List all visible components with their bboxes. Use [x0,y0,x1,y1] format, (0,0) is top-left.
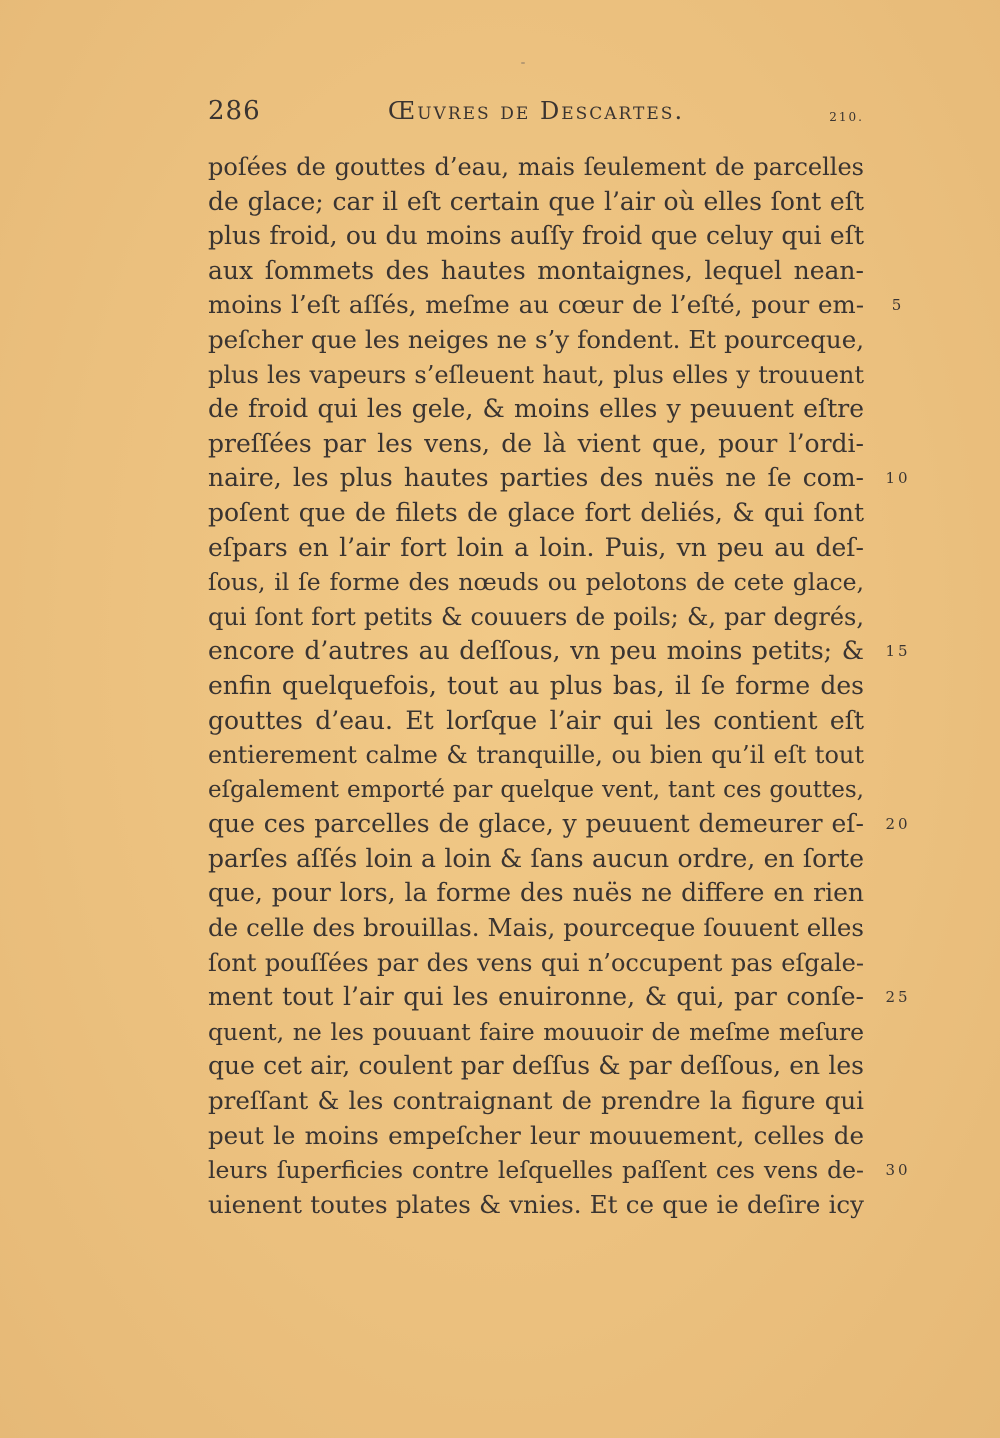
text-line: qui ſont fort petits & couuers de poils; &, par degrés, [208,602,864,631]
text-line: enfin quelquefois, tout au plus bas, il ſe forme des [208,670,864,700]
text-line: quent, ne les pouuant faire mouuoir de meſme meſure [208,1017,864,1046]
text-line: poſées de gouttes d’eau, mais ſeulement de parcelles [208,153,864,181]
text-line: naire, les plus hautes parties des nuës ne ſe com- [208,463,864,493]
page-header [208,96,864,136]
text-line: ment tout l’air qui les enuironne, & qui, par conſe- [208,982,864,1012]
body-text [208,150,864,1222]
text-line: que ces parcelles de glace, y peuuent demeurer eſ- [208,809,864,839]
line-number-20: 20 [885,815,911,834]
text-line: ſous, il ſe forme des nœuds ou pelotons de cete glace, [208,568,864,597]
text-line: leurs ſuperficies contre leſquelles paſſent ces vens de- [208,1156,864,1185]
text-line: uienent toutes plates & vnies. Et ce que ie deſire icy [208,1189,864,1219]
text-line: parſes aſſés loin a loin & ſans aucun ordre, en ſorte [208,843,864,873]
text-line: que, pour lors, la forme des nuës ne differe en rien [208,878,864,908]
text-line: peut le moins empeſcher leur mouuement, celles de [208,1120,864,1150]
text-line: preſſées par les vens, de là vient que, pour l’ordi- [208,428,864,458]
text-line: plus froid, ou du moins auſſy froid que celuy qui eſt [208,221,864,251]
running-title: Œuvres de Descartes. [387,97,685,125]
line-number-5: 5 [891,296,905,315]
text-line: encore d’autres au deſſous, vn peu moins petits; & [208,636,864,666]
text-line: moins l’eſt aſſés, meſme au cœur de l’eſté, pour em- [208,290,864,320]
text-line: ſont pouſſées par des vens qui n’occupent pas eſgale- [208,948,864,977]
text-line: eſgalement emporté par quelque vent, tant ces gouttes, [208,776,864,803]
paper-speck [521,62,525,64]
text-line: preſſant & les contraignant de prendre la figure qui [208,1086,864,1116]
text-line: de froid qui les gele, & moins elles y peuuent eſtre [208,394,864,424]
text-line: aux ſommets des hautes montaignes, lequel nean- [208,255,864,285]
page-number: 286 [208,96,261,126]
line-number-10: 10 [885,469,911,488]
reference-number: 210. [829,110,864,124]
line-number-15: 15 [885,642,911,661]
line-number-30: 30 [885,1161,911,1180]
line-number-25: 25 [885,988,911,1007]
text-line: peſcher que les neiges ne s’y fondent. Et pourceque, [208,324,864,354]
text-line: de celle des brouillas. Mais, pourceque ſouuent elles [208,913,864,943]
text-line: que cet air, coulent par deſſus & par deſſous, en les [208,1051,864,1081]
text-line: entierement calme & tranquille, ou bien qu’il eſt tout [208,741,864,770]
text-line: de glace; car il eſt certain que l’air où elles ſont eſt [208,186,864,216]
text-line: gouttes d’eau. Et lorſque l’air qui les contient eſt [208,705,864,735]
text-line: eſpars en l’air fort loin a loin. Puis, vn peu au deſ- [208,532,864,562]
text-line: plus les vapeurs s’eſleuent haut, plus elles y trouuent [208,360,864,389]
text-line: poſent que de filets de glace fort deliés, & qui ſont [208,497,864,527]
